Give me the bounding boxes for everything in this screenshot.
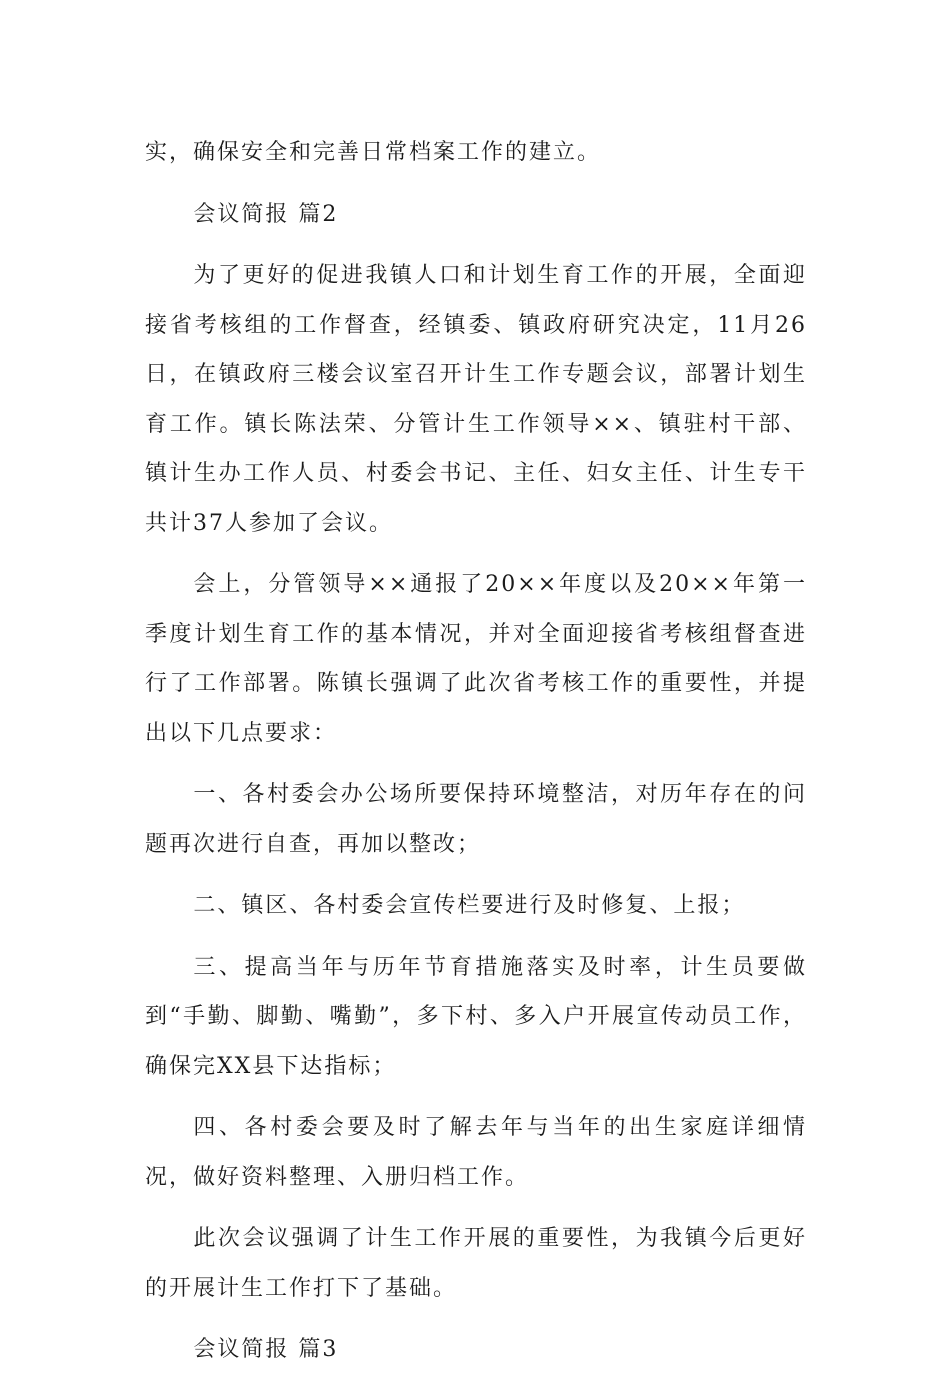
paragraph-requirement-4: 四、各村委会要及时了解去年与当年的出生家庭详细情况，做好资料整理、入册归档工作。 <box>145 1115 807 1190</box>
document-body <box>145 128 807 1387</box>
paragraph-continuation: 实，确保安全和完善日常档案工作的建立。 <box>145 140 602 165</box>
paragraph-requirement-1: 一、各村委会办公场所要保持环境整洁，对历年存在的问题再次进行自查，再加以整改； <box>145 782 807 857</box>
section-heading-3: 会议简报 篇3 <box>193 1337 339 1362</box>
paragraph-meeting-report: 会上，分管领导××通报了20××年度以及20××年第一季度计划生育工作的基本情况，并对全面迎接省考核组督查进行了工作部署。陈镇长强调了此次省考核工作的重要性，并提出以下几点要求： <box>145 572 807 746</box>
paragraph-requirement-3: 三、提高当年与历年节育措施落实及时率，计生员要做到“手勤、脚勤、嘴勤”，多下村、多入户开展宣传动员工作，确保完XX县下达指标； <box>145 954 807 1079</box>
paragraph-meeting-intro: 为了更好的促进我镇人口和计划生育工作的开展，全面迎接省考核组的工作督查，经镇委、镇政府研究决定，11月26日，在镇政府三楼会议室召开计生工作专题会议，部署计划生育工作。镇长陈法荣、分管计生工作领导××、镇驻村干部、镇计生办工作人员、村委会书记、主任、妇女主任、计生专干共计37人参加了会议。 <box>145 263 807 536</box>
paragraph-requirement-2: 二、镇区、各村委会宣传栏要进行及时修复、上报； <box>193 893 746 918</box>
paragraph-conclusion: 此次会议强调了计生工作开展的重要性，为我镇今后更好的开展计生工作打下了基础。 <box>145 1226 807 1301</box>
section-heading-2: 会议简报 篇2 <box>193 201 339 227</box>
